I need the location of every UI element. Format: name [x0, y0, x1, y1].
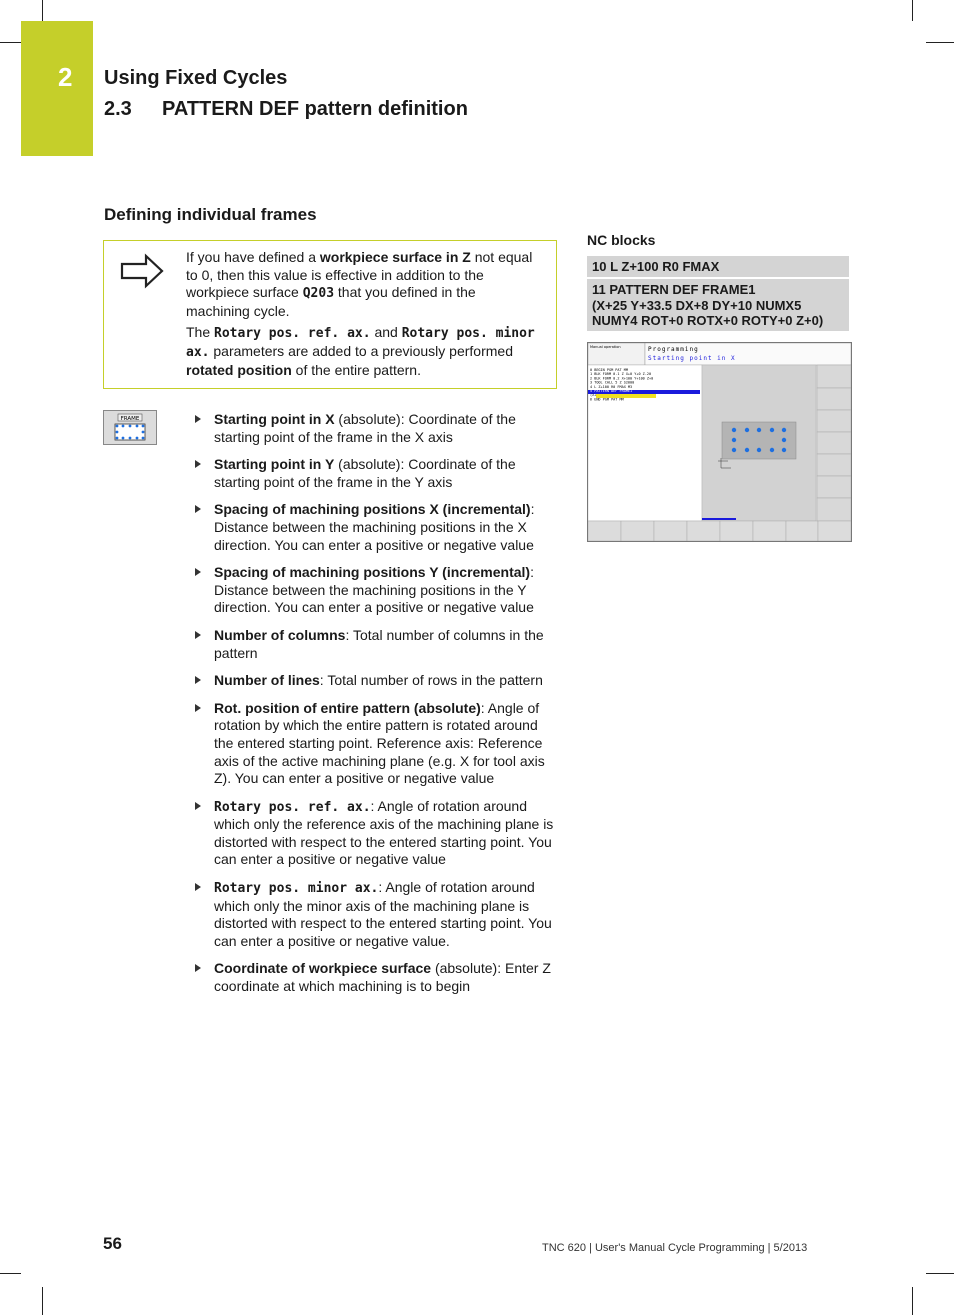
program-line: 1 BLK FORM 0.1 Z X+0 Y+0 Z-20: [590, 372, 652, 377]
crop-mark: [912, 0, 913, 21]
parameter-item: Rotary pos. ref. ax.: Angle of rotation around which only the reference axis of the machining plane is distorted with respect to the entered starting point. You can enter a positive or negative value: [193, 798, 558, 869]
triangle-bullet-icon: [195, 676, 201, 684]
parameter-item: Coordinate of workpiece surface (absolute): Enter Z coordinate at which machining is to begin: [193, 960, 558, 995]
program-line: 4 L Z+100 R0 FMAX M3: [590, 384, 633, 389]
footer-text: TNC 620 | User's Manual Cycle Programming | 5/2013: [542, 1242, 808, 1254]
chapter-number: 2: [58, 62, 73, 92]
subsection-heading: Defining individual frames: [104, 205, 317, 224]
program-line: (X+: [590, 393, 597, 398]
note-paragraph: The Rotary pos. ref. ax. and Rotary pos. minor ax. parameters are added to a previously performed rotated position of the entire pattern.: [186, 324, 535, 378]
crop-mark: [912, 1287, 913, 1315]
arrow-right-icon: [118, 251, 168, 291]
triangle-bullet-icon: [195, 883, 201, 891]
parameter-item: Starting point in Y (absolute): Coordinate of the starting point of the frame in the Y axis: [193, 456, 558, 491]
triangle-bullet-icon: [195, 505, 201, 513]
crop-mark: [42, 0, 43, 21]
screen-title: Programming: [648, 346, 699, 353]
page-number: 56: [103, 1234, 122, 1253]
program-line: 5 PATTERN DEF FRAME1: [590, 389, 633, 393]
note-text: [186, 249, 541, 383]
nc-block-11: [587, 279, 849, 331]
parameter-list: [193, 411, 558, 1006]
tnc-screen-graphic: [588, 343, 851, 541]
nc-block-text: 10 L Z+100 R0 FMAX: [592, 259, 720, 274]
chapter-title: Using Fixed Cycles: [104, 67, 288, 89]
screen-mode: Manual operation: [590, 345, 621, 349]
parameter-item: Starting point in X (absolute): Coordinate of the starting point of the frame in the X axis: [193, 411, 558, 446]
program-line: 6 END PGM PAT MM: [590, 397, 624, 402]
frame-softkey: [103, 410, 157, 445]
triangle-bullet-icon: [195, 568, 201, 576]
note-paragraph: If you have defined a workpiece surface in Z not equal to 0, then this value is effective in addition to the workpiece surface Q203 that you defined in the machining cycle.: [186, 249, 533, 319]
frame-pattern-icon: [104, 411, 156, 444]
softkey-label: FRAME: [120, 416, 140, 422]
triangle-bullet-icon: [195, 964, 201, 972]
section-number: 2.3: [104, 98, 132, 120]
crop-mark: [926, 42, 954, 43]
screen-prompt: Starting point in X: [648, 355, 736, 362]
program-line: 3 TOOL CALL 5 Z S2000: [590, 380, 635, 385]
chapter-tab: [21, 21, 93, 156]
tnc-screenshot: [587, 342, 852, 542]
section-title-text: PATTERN DEF pattern definition: [162, 98, 468, 120]
triangle-bullet-icon: [195, 415, 201, 423]
parameter-item: Spacing of machining positions Y (incremental): Distance between the machining positions in the Y direction. You can enter a positive or negative value: [193, 564, 558, 617]
nc-block-line: (X+25 Y+33.5 DX+8 DY+10 NUMX5: [592, 297, 802, 313]
nc-block-line: 11 PATTERN DEF FRAME1: [592, 282, 756, 297]
parameter-item: Spacing of machining positions X (incremental): Distance between the machining positions in the X direction. You can enter a positive or negative value: [193, 501, 558, 554]
program-line: 2 BLK FORM 0.2 X+100 Y+100 Z+0: [590, 376, 654, 381]
triangle-bullet-icon: [195, 631, 201, 639]
parameter-item: Number of columns: Total number of columns in the pattern: [193, 627, 558, 662]
crop-mark: [0, 42, 21, 43]
triangle-bullet-icon: [195, 802, 201, 810]
note-box: [103, 240, 557, 389]
parameter-item: Rot. position of entire pattern (absolute): Angle of rotation by which the entire pattern is rotated around the entered starting point. Reference axis: Reference axis of the active machining plane (e.g. X for tool axis Z). You can enter a positive or negative value: [193, 700, 558, 788]
nc-block-line: NUMY4 ROT+0 ROTX+0 ROTY+0 Z+0): [592, 313, 824, 328]
crop-mark: [926, 1273, 954, 1274]
crop-mark: [42, 1287, 43, 1315]
nc-blocks-label: NC blocks: [587, 232, 656, 248]
triangle-bullet-icon: [195, 460, 201, 468]
parameter-item: Rotary pos. minor ax.: Angle of rotation around which only the minor axis of the machining plane is distorted with respect to the entered starting point. You can enter a positive or negative value.: [193, 879, 558, 950]
parameter-item: Number of lines: Total number of rows in the pattern: [193, 672, 558, 690]
crop-mark: [0, 1273, 21, 1274]
section-title: [104, 98, 468, 121]
program-line: 0 BEGIN PGM PAT MM: [590, 368, 628, 372]
nc-block-10: [587, 256, 849, 277]
triangle-bullet-icon: [195, 704, 201, 712]
